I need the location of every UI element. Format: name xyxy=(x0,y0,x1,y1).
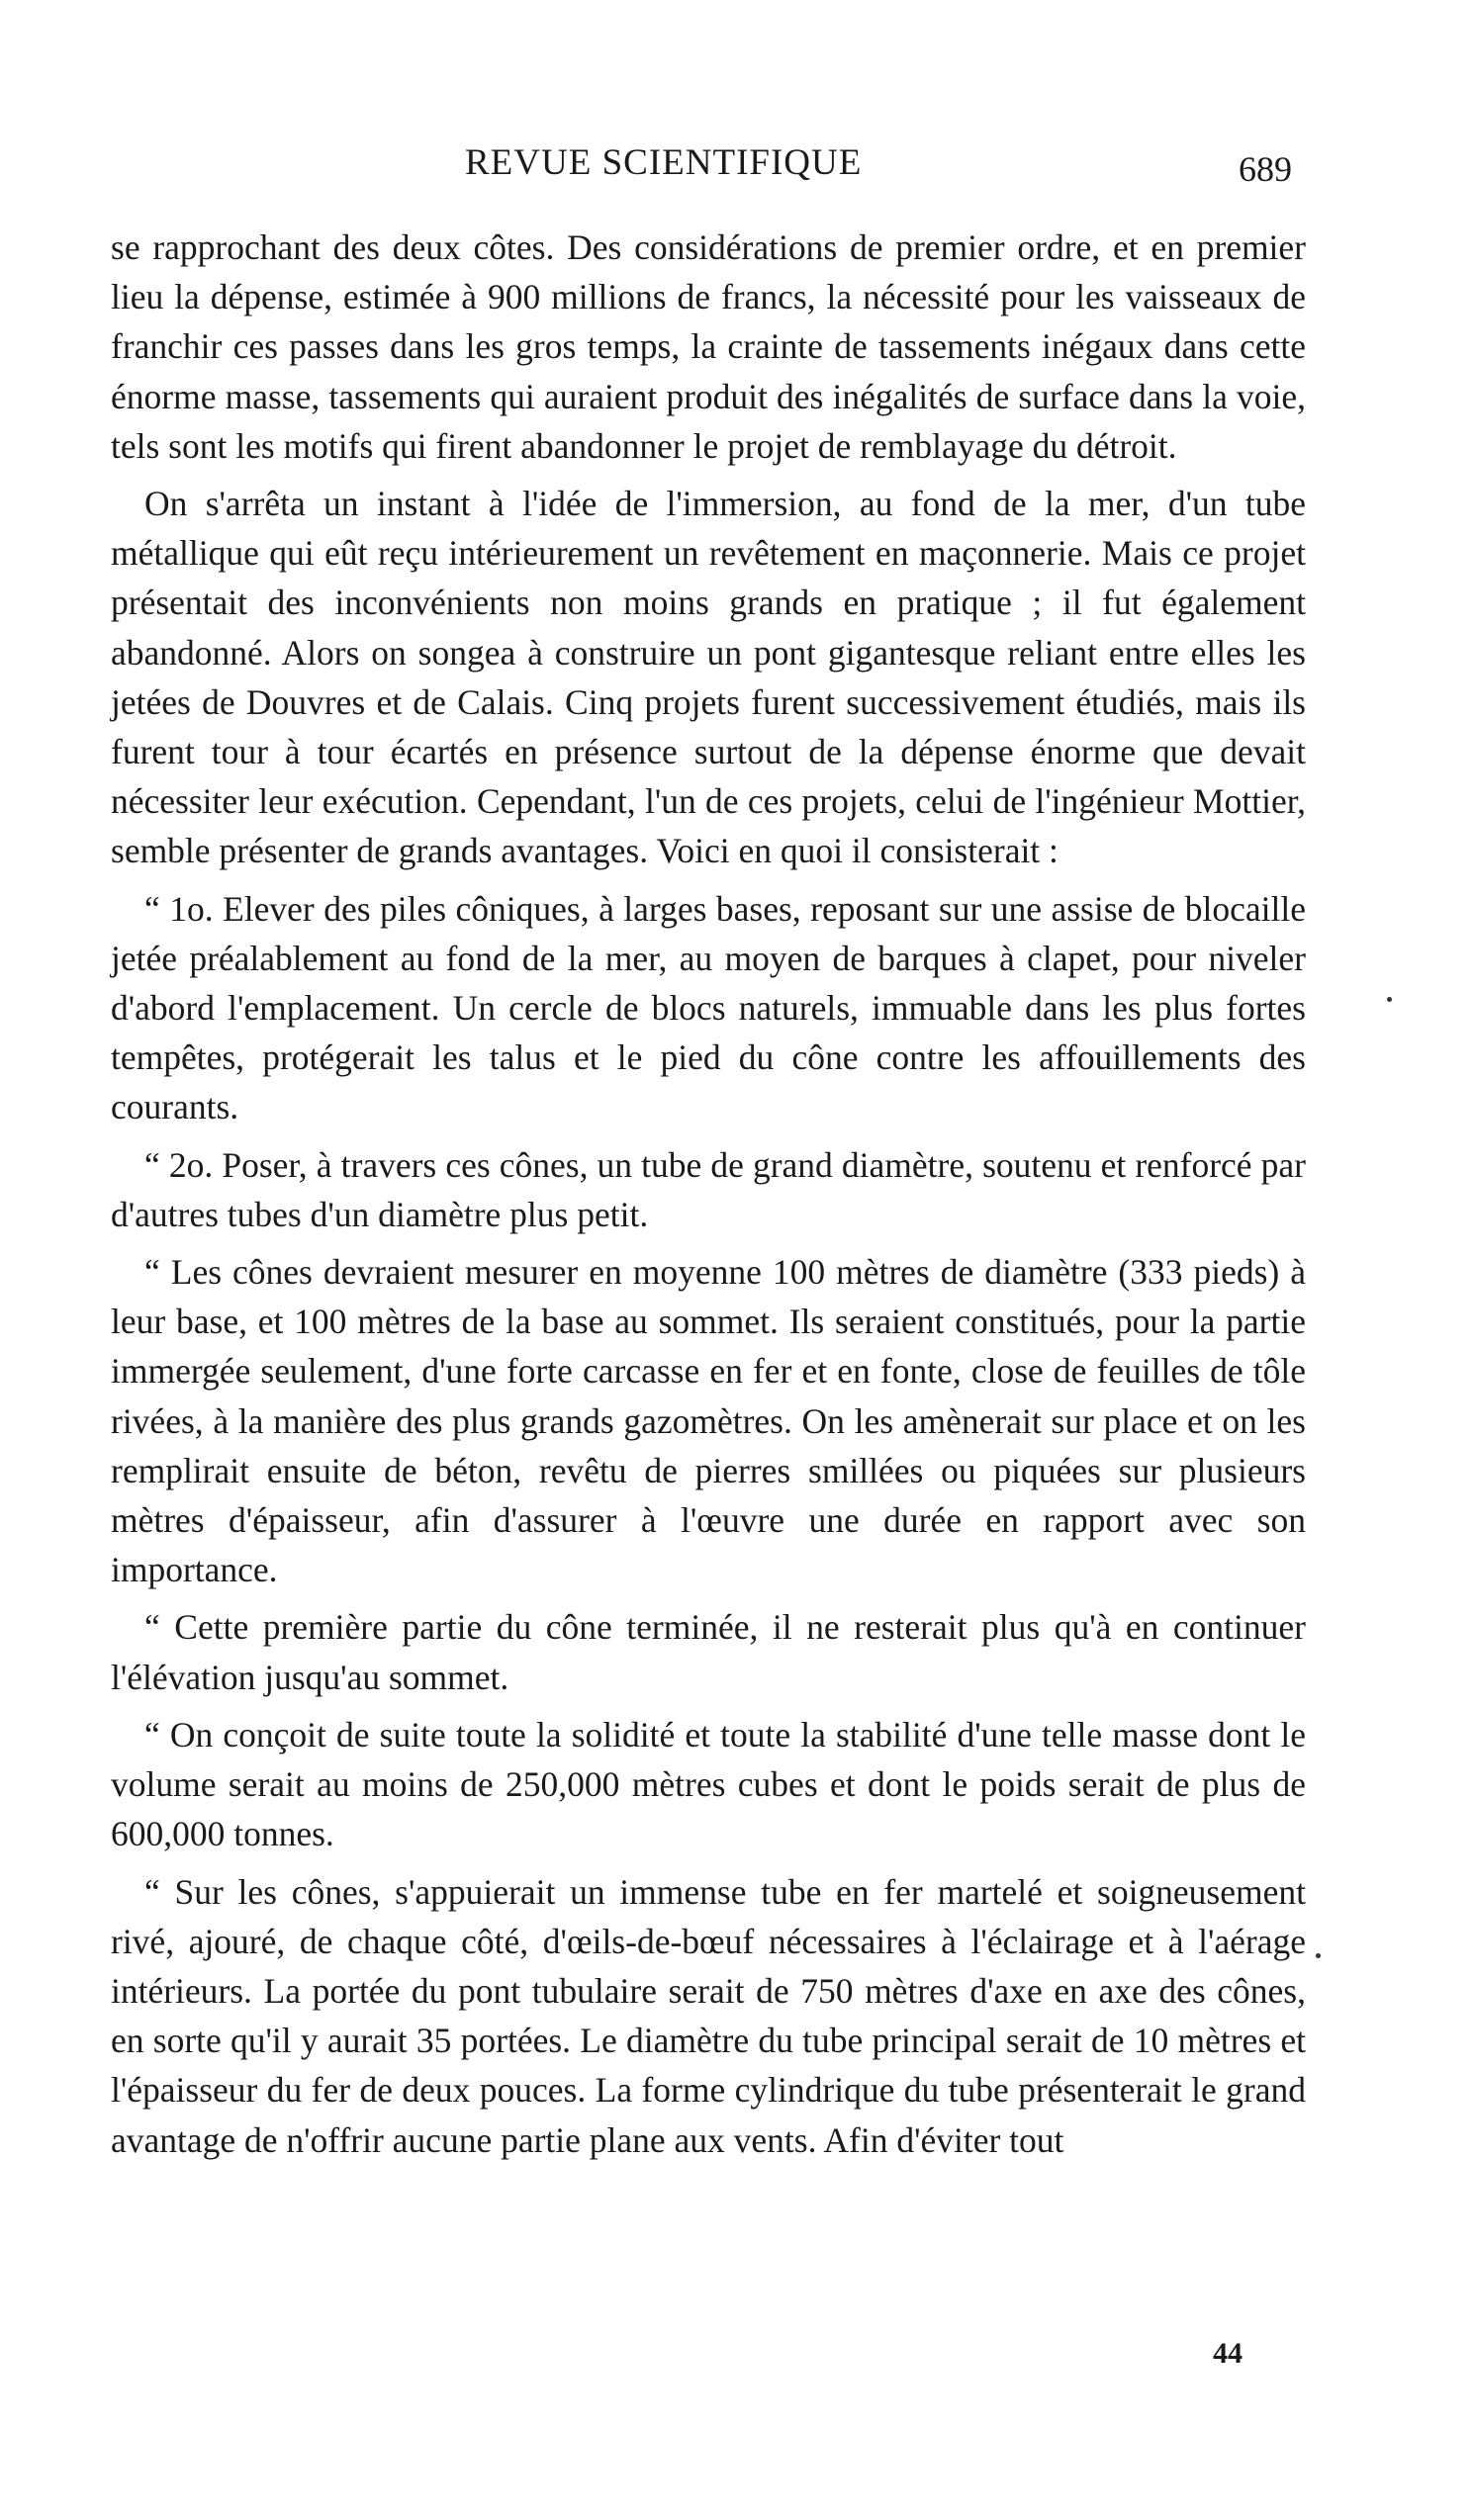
running-title: REVUE SCIENTIFIQUE xyxy=(465,142,863,183)
paragraph-3: “ 1o. Elever des piles côniques, à larges bases, reposant sur une assise de blocaille jetée préalablement au fond de la mer, au moyen de barques à clapet, pour niveler d'abord l'emplacement. Un cercle de blocs naturels, immuable dans les plus fortes tempêtes, protégerait les talus et le pied du cône contre les affouillements des courants. xyxy=(111,888,1306,1127)
paragraph-4: “ 2o. Poser, à travers ces cônes, un tube de grand diamètre, soutenu et renforcé par d'autres tubes d'un diamètre plus petit. xyxy=(111,1144,1306,1234)
speck-mark xyxy=(1316,1953,1321,1958)
page-number: 689 xyxy=(1239,149,1292,189)
paragraph-5: “ Les cônes devraient mesurer en moyenne 100 mètres de diamètre (333 pieds) à leur base, et 100 mètres de la base au sommet. Ils seraient constitués, pour la partie immergée seulement, d'une forte carcasse en fer et en fonte, close de feuilles de tôle rivées, à la manière des plus grands gazomètres. On les amènerait sur place et on les remplirait ensuite de béton, revêtu de pierres smillées ou piquées sur plusieurs mètres d'épaisseur, afin d'assurer à l'œuvre une durée en rapport avec son importance. xyxy=(111,1252,1306,1590)
running-head xyxy=(0,138,1474,198)
paragraph-2: On s'arrêta un instant à l'idée de l'immersion, au fond de la mer, d'un tube métallique qui eût reçu intérieurement un revêtement en maçonnerie. Mais ce projet présentait des inconvénients non moins grands en pratique ; il fut également abandonné. Alors on songea à construire un pont gigantesque reliant entre elles les jetées de Douvres et de Calais. Cinq projets furent successivement étudiés, mais ils furent tour à tour écartés en présence surtout de la dépense énorme que devait nécessiter leur exécution. Cependant, l'un de ces projets, celui de l'ingénieur Mottier, semble présenter de grands avantages. Voici en quoi il consisterait : xyxy=(111,484,1306,871)
signature-mark: 44 xyxy=(1213,2337,1243,2370)
paragraph-8: “ Sur les cônes, s'appuierait un immense tube en fer martelé et soigneusement rivé, ajouré, de chaque côté, d'œils-de-bœuf nécessaires à l'éclairage et à l'aérage intérieurs. La portée du pont tubulaire serait de 750 mètres d'axe en axe des cônes, en sorte qu'il y aurait 35 portées. Le diamètre du tube principal serait de 10 mètres et l'épaisseur du fer de deux pouces. La forme cylindrique du tube présenterait le grand avantage de n'offrir aucune partie plane aux vents. Afin d'éviter tout xyxy=(111,1871,1306,2160)
paragraph-7: “ On conçoit de suite toute la solidité et toute la stabilité d'une telle masse dont le volume serait au moins de 250,000 mètres cubes et dont le poids serait de plus de 600,000 tonnes. xyxy=(111,1714,1306,1854)
paragraph-1: se rapprochant des deux côtes. Des considérations de premier ordre, et en premier lieu la dépense, estimée à 900 millions de francs, la nécessité pour les vaisseaux de franchir ces passes dans les gros temps, la crainte de tassements inégaux dans cette énorme masse, tassements qui auraient produit des inégalités de surface dans la voie, tels sont les motifs qui firent abandonner le projet de remblayage du détroit. xyxy=(111,227,1306,466)
paragraph-6: “ Cette première partie du cône terminée, il ne resterait plus qu'à en continuer l'élévation jusqu'au sommet. xyxy=(111,1607,1306,1697)
speck-mark xyxy=(1387,997,1392,1002)
body-text xyxy=(111,223,1306,2173)
